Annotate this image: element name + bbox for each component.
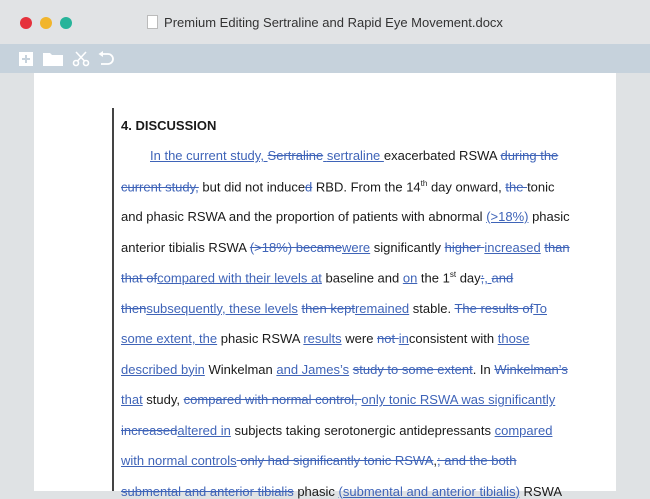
inserted-text: To xyxy=(533,300,547,316)
body-text: RSWA xyxy=(519,483,563,499)
inserted-text: that xyxy=(121,392,143,407)
inserted-text: with normal controls xyxy=(121,453,237,468)
deleted-text: ; and the both xyxy=(437,453,517,468)
body-text: the 1 xyxy=(417,270,450,286)
body-text: significantly xyxy=(370,239,445,255)
inserted-text: in xyxy=(194,361,205,377)
body-text: . In xyxy=(472,361,495,377)
inserted-text: compared xyxy=(494,422,553,438)
inserted-text: , xyxy=(484,270,492,286)
body-text: baseline and xyxy=(321,270,403,286)
inserted-text: (submental and anterior tibialis) xyxy=(338,483,520,499)
deleted-text: current study, xyxy=(121,178,199,194)
deleted-text: study to some extent xyxy=(352,361,473,377)
body-text: th xyxy=(420,178,428,188)
deleted-text: ; xyxy=(480,270,485,286)
body-text: day xyxy=(456,270,481,286)
add-icon[interactable] xyxy=(18,51,34,67)
body-text: phasic xyxy=(528,209,570,224)
inserted-text: subsequently, these levels xyxy=(146,300,298,316)
deleted-text: (>18%) became xyxy=(249,239,342,255)
inserted-text: those xyxy=(497,331,530,346)
body-line xyxy=(121,301,547,316)
body-line xyxy=(121,484,562,499)
window-title-container xyxy=(0,0,650,44)
scissors-icon[interactable] xyxy=(72,51,90,67)
body-line xyxy=(121,240,570,255)
title-bar xyxy=(0,0,650,44)
deleted-text: d xyxy=(305,178,313,194)
body-text: Winkelman xyxy=(204,361,277,377)
inserted-text: on xyxy=(402,270,418,286)
body-text: , xyxy=(433,453,438,468)
deleted-text: during the xyxy=(500,148,559,163)
undo-icon[interactable] xyxy=(97,51,115,67)
deleted-text: then xyxy=(301,300,331,316)
body-text: st xyxy=(449,270,457,279)
deleted-text: submental and anterior tibialis xyxy=(121,483,294,499)
body-text: were xyxy=(341,331,378,346)
inserted-text: altered in xyxy=(177,422,231,438)
body-text: consistent with xyxy=(408,331,498,346)
section-heading: 4. DISCUSSION xyxy=(121,118,217,133)
body-text: and phasic RSWA and the proportion of patients with abnormal xyxy=(121,209,487,224)
body-line xyxy=(121,423,552,438)
deleted-text: than xyxy=(544,239,570,255)
inserted-text: results xyxy=(303,331,342,346)
inserted-text: (>18%) xyxy=(486,209,529,224)
inserted-text: In the current study, xyxy=(150,148,268,163)
deleted-text: compared with normal control, xyxy=(183,392,362,407)
body-text: subjects taking serotonergic antidepressants xyxy=(230,422,495,438)
window-title: Premium Editing Sertraline and Rapid Eye Movement.docx xyxy=(164,14,503,30)
body-text: stable. xyxy=(409,300,455,316)
inserted-text: were xyxy=(341,239,371,255)
deleted-text: only had significantly tonic RSWA xyxy=(236,453,434,468)
toolbar xyxy=(0,44,650,73)
inserted-text: some extent, the xyxy=(121,331,218,346)
deleted-text: The results of xyxy=(454,300,534,316)
body-text: day onward, xyxy=(427,178,506,194)
body-line xyxy=(121,453,517,468)
inserted-text: sertraline xyxy=(326,148,384,163)
body-line xyxy=(121,362,568,377)
deleted-text: and xyxy=(491,270,514,286)
body-line xyxy=(121,179,555,194)
body-text: study, xyxy=(142,392,184,407)
inserted-text: and James’s xyxy=(276,361,350,377)
deleted-text: kept xyxy=(330,300,355,316)
body-text: exacerbated RSWA xyxy=(383,148,501,163)
body-text: phasic RSWA xyxy=(217,331,304,346)
body-line xyxy=(121,392,555,407)
inserted-text: increased xyxy=(484,239,541,255)
deleted-text: not xyxy=(377,331,399,346)
body-line xyxy=(121,209,570,224)
deleted-text: Winkelman’s xyxy=(494,361,568,377)
folder-icon[interactable] xyxy=(42,51,64,67)
deleted-text: the xyxy=(505,178,528,194)
document-icon xyxy=(147,15,158,29)
body-text: tonic xyxy=(527,178,555,194)
inserted-text: compared with their levels at xyxy=(157,270,322,286)
deleted-text: that of xyxy=(121,270,158,286)
body-text: anterior tibialis RSWA xyxy=(121,239,250,255)
inserted-text: only tonic RSWA was significantly xyxy=(361,392,556,407)
change-bar xyxy=(112,108,114,491)
deleted-text: increased xyxy=(121,422,178,438)
deleted-text: then xyxy=(121,300,147,316)
inserted-text: remained xyxy=(354,300,410,316)
body-text: phasic xyxy=(293,483,339,499)
deleted-text: Sertraline xyxy=(267,148,324,163)
inserted-text: described by xyxy=(121,361,195,377)
body-text: but did not induce xyxy=(198,178,306,194)
deleted-text: higher xyxy=(444,239,485,255)
inserted-text: in xyxy=(398,331,409,346)
body-line xyxy=(121,270,513,285)
body-line xyxy=(150,148,558,163)
body-text: RBD. From the 14 xyxy=(312,178,421,194)
body-line xyxy=(121,331,530,346)
